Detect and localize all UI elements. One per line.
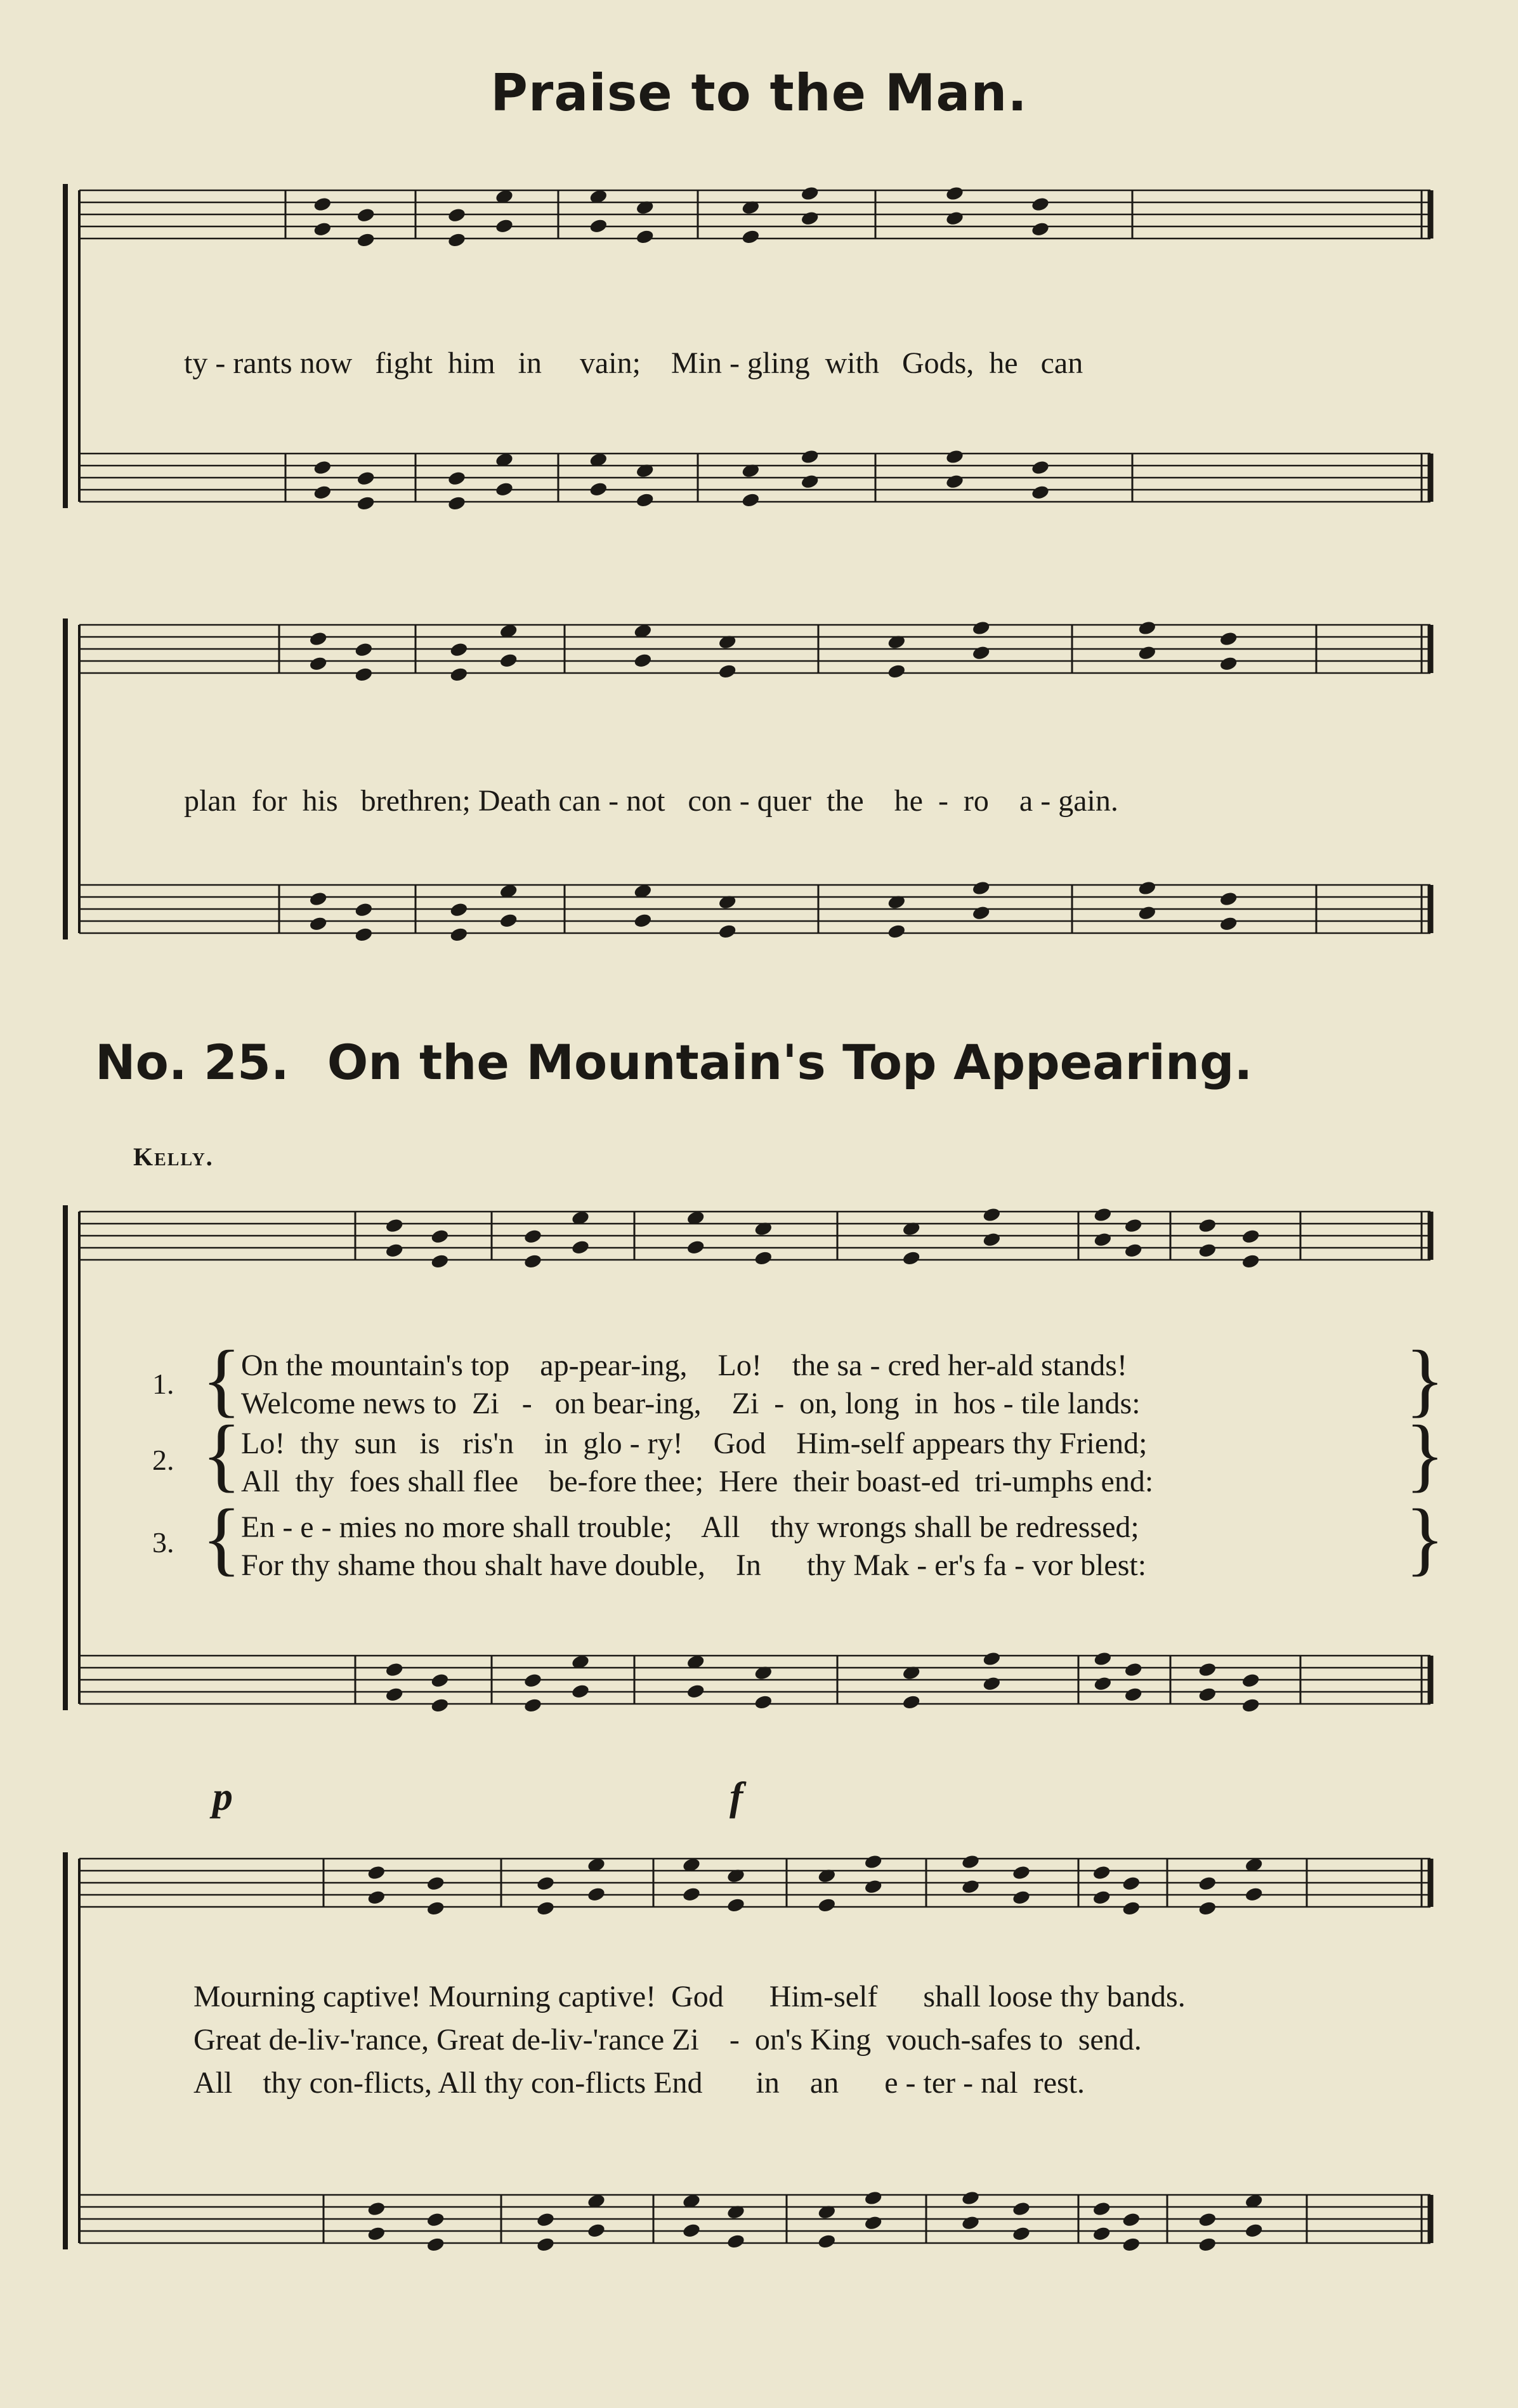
note-head — [449, 926, 469, 943]
note-head — [571, 1683, 591, 1699]
note-head — [1012, 2201, 1031, 2217]
note-head — [356, 495, 376, 511]
note-head — [717, 663, 737, 679]
note-head — [426, 2211, 445, 2228]
note-head — [901, 1250, 921, 1266]
note-head — [313, 459, 332, 476]
note-head — [447, 495, 467, 511]
note-head — [863, 1878, 883, 1895]
note-head — [901, 1694, 921, 1710]
note-head — [741, 492, 761, 508]
note-head — [1241, 1672, 1260, 1689]
note-head — [523, 1228, 543, 1245]
note-head — [635, 492, 655, 508]
note-head — [887, 663, 906, 679]
note-head — [1093, 1675, 1113, 1692]
note-head — [571, 1239, 591, 1255]
note-head — [449, 901, 469, 918]
note-head — [800, 448, 820, 465]
note-head — [961, 2190, 981, 2206]
note-head — [356, 470, 376, 487]
note-head — [971, 905, 991, 921]
note-head — [961, 2215, 981, 2231]
note-head — [982, 1651, 1002, 1667]
note-head — [1093, 1207, 1113, 1223]
note-head — [1244, 1886, 1264, 1902]
dynamic-forte: f — [730, 1774, 743, 1819]
note-head — [686, 1683, 705, 1699]
note-head — [447, 207, 467, 223]
verse-3-line-1: En - e - mies no more shall trouble; All thy wrongs shall be redressed; — [241, 1510, 1139, 1544]
verse-brace-right: } — [1405, 1334, 1445, 1425]
tune-name: Kelly. — [133, 1142, 214, 1171]
lyric-line-1: ty - rants now fight him in vain; Min - gling with Gods, he can — [184, 346, 1083, 380]
note-head — [523, 1697, 543, 1713]
verse-3-line-2: For thy shame thou shalt have double, In thy Mak - er's fa - vor blest: — [241, 1548, 1147, 1582]
note-head — [1219, 891, 1238, 907]
note-head — [1122, 1875, 1141, 1892]
note-head — [449, 666, 469, 683]
note-head — [1031, 221, 1050, 237]
note-head — [430, 1697, 450, 1713]
note-head — [447, 232, 467, 248]
note-head — [1241, 1697, 1260, 1713]
note-head — [982, 1231, 1002, 1248]
note-head — [754, 1694, 773, 1710]
verse-number-2: 2. — [152, 1444, 174, 1476]
note-head — [800, 185, 820, 202]
note-head — [1031, 196, 1050, 213]
note-head — [1137, 880, 1157, 896]
note-head — [523, 1253, 543, 1269]
note-head — [1012, 1864, 1031, 1881]
note-head — [971, 645, 991, 661]
note-head — [1198, 1217, 1217, 1234]
note-head — [308, 915, 328, 932]
note-head — [961, 1878, 981, 1895]
note-head — [354, 666, 374, 683]
refrain-line-1: Mourning captive! Mourning captive! God Him-self shall loose thy bands. — [193, 1980, 1186, 2013]
note-head — [1031, 459, 1050, 476]
verse-brace-left: { — [202, 1409, 242, 1500]
note-head — [495, 218, 514, 234]
note-head — [682, 1886, 702, 1902]
note-head — [1093, 1651, 1113, 1667]
note-head — [961, 1854, 981, 1870]
verse-number-1: 1. — [152, 1368, 174, 1400]
note-head — [384, 1686, 404, 1703]
note-head — [863, 1854, 883, 1870]
note-head — [635, 228, 655, 245]
song-title-praise-to-the-man: Praise to the Man. — [490, 63, 1028, 122]
note-head — [1241, 1253, 1260, 1269]
note-head — [367, 1889, 386, 1906]
note-head — [1092, 1864, 1111, 1881]
note-head — [982, 1675, 1002, 1692]
note-head — [1198, 1686, 1217, 1703]
note-head — [367, 1864, 386, 1881]
verse-2-line-1: Lo! thy sun is ris'n in glo - ry! God Him-self appears thy Friend; — [241, 1427, 1148, 1460]
note-head — [800, 210, 820, 226]
verse-number-3: 3. — [152, 1526, 174, 1559]
note-head — [682, 2222, 702, 2239]
note-head — [1122, 1900, 1141, 1916]
note-head — [354, 641, 374, 658]
note-head — [589, 218, 608, 234]
note-head — [384, 1661, 404, 1678]
note-head — [587, 2222, 606, 2239]
note-head — [971, 880, 991, 896]
note-head — [863, 2215, 883, 2231]
note-head — [754, 1250, 773, 1266]
note-head — [741, 228, 761, 245]
note-head — [367, 2225, 386, 2242]
note-head — [495, 481, 514, 497]
note-head — [356, 232, 376, 248]
note-head — [1137, 645, 1157, 661]
note-head — [863, 2190, 883, 2206]
note-head — [313, 484, 332, 501]
note-head — [1241, 1228, 1260, 1245]
note-head — [1219, 631, 1238, 647]
note-head — [1198, 2236, 1217, 2253]
note-head — [313, 196, 332, 213]
note-head — [536, 2211, 556, 2228]
note-head — [426, 2236, 445, 2253]
verse-1-line-2: Welcome news to Zi - on bear-ing, Zi - on, long in hos - tile lands: — [241, 1387, 1141, 1420]
note-head — [1137, 620, 1157, 636]
note-head — [1031, 484, 1050, 501]
note-head — [430, 1253, 450, 1269]
note-head — [1012, 1889, 1031, 1906]
verse-brace-right: } — [1405, 1493, 1445, 1584]
verse-brace-right: } — [1405, 1409, 1445, 1500]
note-head — [1092, 2201, 1111, 2217]
note-head — [817, 1897, 837, 1913]
dynamic-piano: p — [213, 1774, 233, 1819]
note-head — [447, 470, 467, 487]
note-head — [313, 221, 332, 237]
note-head — [384, 1217, 404, 1234]
note-head — [633, 652, 653, 669]
verse-brace-left: { — [202, 1493, 242, 1584]
note-head — [308, 631, 328, 647]
note-head — [726, 2233, 746, 2249]
note-head — [523, 1672, 543, 1689]
note-head — [354, 926, 374, 943]
note-head — [356, 207, 376, 223]
refrain-line-3: All thy con-flicts, All thy con-flicts End in an e - ter - nal rest. — [193, 2066, 1085, 2100]
hymn-title: On the Mountain's Top Appearing. — [327, 1034, 1253, 1090]
note-head — [1093, 1231, 1113, 1248]
hymn-number: No. 25. — [95, 1034, 289, 1090]
note-head — [536, 2236, 556, 2253]
note-head — [1123, 1242, 1143, 1259]
note-head — [945, 473, 965, 490]
note-head — [1012, 2225, 1031, 2242]
note-head — [1198, 1661, 1217, 1678]
note-head — [887, 923, 906, 939]
note-head — [982, 1207, 1002, 1223]
note-head — [1123, 1661, 1143, 1678]
verse-1-line-1: On the mountain's top ap-pear-ing, Lo! the sa - cred her-ald stands! — [241, 1349, 1127, 1382]
hymn-heading — [95, 1034, 1491, 1090]
note-head — [717, 923, 737, 939]
note-head — [817, 2233, 837, 2249]
note-head — [430, 1672, 450, 1689]
note-head — [426, 1900, 445, 1916]
note-head — [1198, 1900, 1217, 1916]
note-head — [1219, 655, 1238, 672]
note-head — [971, 620, 991, 636]
note-head — [1219, 915, 1238, 932]
note-head — [589, 481, 608, 497]
note-head — [587, 1886, 606, 1902]
note-head — [308, 891, 328, 907]
note-head — [1123, 1217, 1143, 1234]
note-head — [1092, 2225, 1111, 2242]
note-head — [726, 1897, 746, 1913]
verse-2-line-2: All thy foes shall flee be-fore thee; Here their boast-ed tri-umphs end: — [241, 1465, 1154, 1498]
note-head — [1092, 1889, 1111, 1906]
verse-brace-left: { — [202, 1334, 242, 1425]
note-head — [536, 1875, 556, 1892]
note-head — [308, 655, 328, 672]
note-head — [499, 912, 518, 929]
note-head — [1198, 1242, 1217, 1259]
note-head — [945, 185, 965, 202]
note-head — [1122, 2211, 1141, 2228]
refrain-line-2: Great de-liv-'rance, Great de-liv-'rance Zi - on's King vouch-safes to send. — [193, 2023, 1142, 2057]
note-head — [1123, 1686, 1143, 1703]
note-head — [1244, 2222, 1264, 2239]
note-head — [367, 2201, 386, 2217]
note-head — [1198, 2211, 1217, 2228]
lyric-line-2: plan for his brethren; Death can - not con - quer the he - ro a - gain. — [184, 784, 1118, 818]
note-head — [1198, 1875, 1217, 1892]
note-head — [1137, 905, 1157, 921]
note-head — [426, 1875, 445, 1892]
note-head — [430, 1228, 450, 1245]
note-head — [800, 473, 820, 490]
note-head — [1122, 2236, 1141, 2253]
note-head — [633, 912, 653, 929]
note-head — [354, 901, 374, 918]
note-head — [384, 1242, 404, 1259]
note-head — [449, 641, 469, 658]
note-head — [945, 210, 965, 226]
note-head — [536, 1900, 556, 1916]
note-head — [686, 1239, 705, 1255]
note-head — [499, 652, 518, 669]
note-head — [945, 448, 965, 465]
